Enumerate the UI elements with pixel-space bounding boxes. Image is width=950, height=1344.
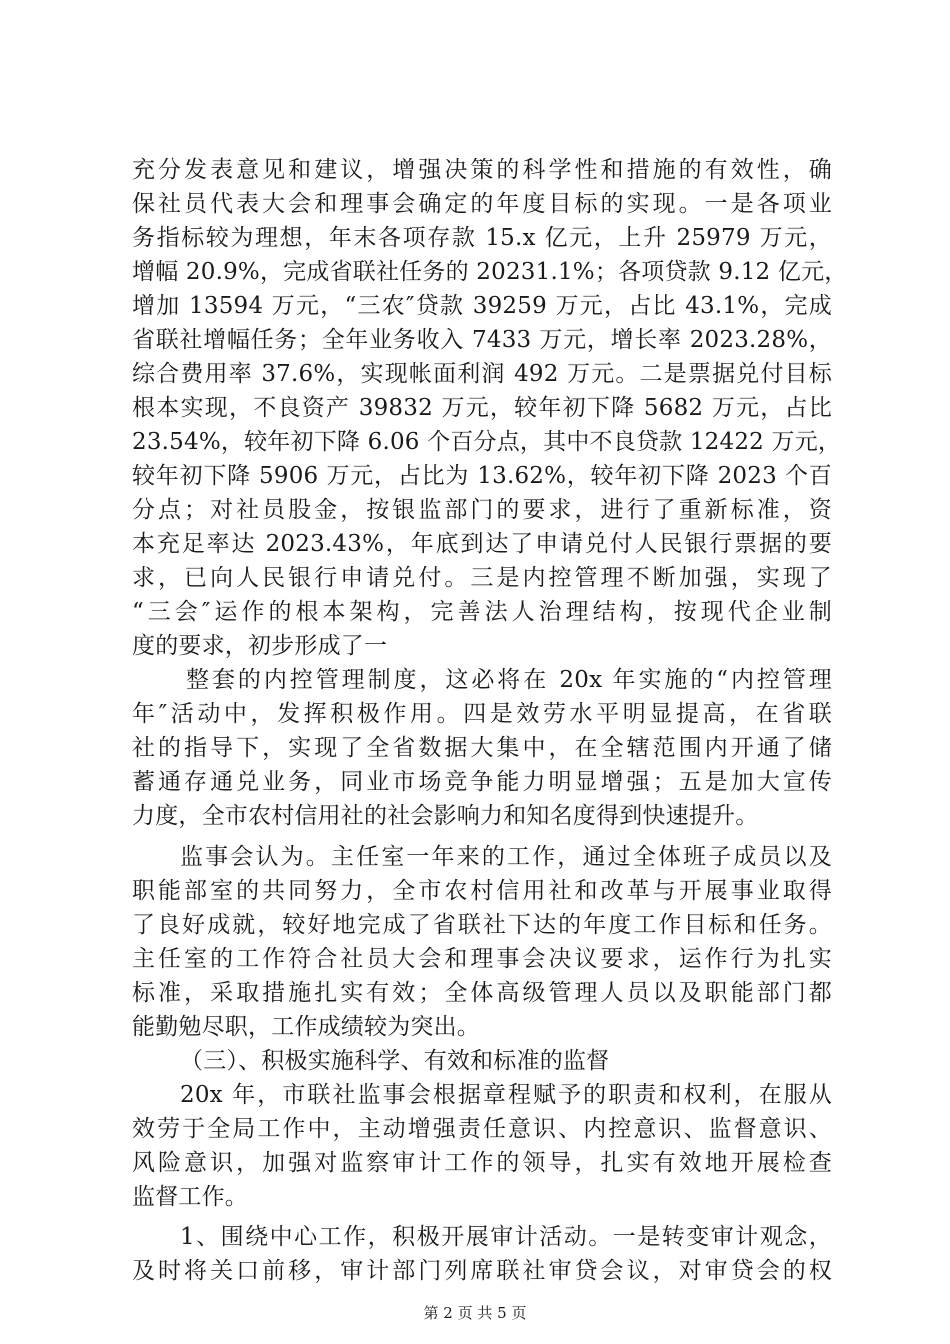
text-line: 省联社增幅任务；全年业务收入 7433 万元，增长率 2023.28%， xyxy=(132,327,832,353)
text-line: 力度，全市农村信用社的社会影响力和知名度得到快速提升。 xyxy=(132,803,759,829)
text-line: 增加 13594 万元，“三农″贷款 39259 万元，占比 43.1%，完成 xyxy=(132,293,832,319)
paragraph-first-line: 20x 年，市联社监事会根据章程赋予的职责和权利，在服从 xyxy=(180,1082,832,1108)
text-line: “三会″运作的根本架构，完善法人治理结构，按现代企业制 xyxy=(132,599,832,625)
text-line: 增幅 20.9%，完成省联社任务的 20231.1%；各项贷款 9.12 亿元， xyxy=(132,259,848,285)
text-line: 蓄通存通兑业务，同业市场竞争能力明显增强；五是加大宣传 xyxy=(132,769,832,795)
paragraph-first-line: 监事会认为。主任室一年来的工作，通过全体班子成员以及 xyxy=(180,844,832,870)
text-line: 了良好成就，较好地完成了省联社下达的年度工作目标和任务。 xyxy=(132,912,832,938)
text-line: 本充足率达 2023.43%，年底到达了申请兑付人民银行票据的要 xyxy=(132,531,832,557)
text-line: 综合费用率 37.6%，实现帐面利润 492 万元。二是票据兑付目标 xyxy=(132,361,832,387)
text-line: 较年初下降 5906 万元，占比为 13.62%，较年初下降 2023 个百 xyxy=(132,463,832,489)
text-line: 能勤勉尽职，工作成绩较为突出。 xyxy=(132,1014,480,1040)
text-line: 年″活动中，发挥积极作用。四是效劳水平明显提高，在省联 xyxy=(132,701,832,727)
text-line: 求，已向人民银行申请兑付。三是内控管理不断加强，实现了 xyxy=(132,565,832,591)
text-line: 主任室的工作符合社员大会和理事会决议要求，运作行为扎实 xyxy=(132,946,832,972)
paragraph-first-line: 整套的内控管理制度，这必将在 20x 年实施的“内控管理 xyxy=(186,667,832,693)
text-line: 风险意识，加强对监察审计工作的领导，扎实有效地开展检查 xyxy=(132,1150,832,1176)
text-line: 监督工作。 xyxy=(132,1184,248,1210)
text-line: 根本实现，不良资产 39832 万元，较年初下降 5682 万元，占比 xyxy=(132,395,832,421)
paragraph-first-line: 1、围绕中心工作，积极开展审计活动。一是转变审计观念， xyxy=(180,1224,832,1250)
text-line: 23.54%，较年初下降 6.06 个百分点，其中不良贷款 12422 万元， xyxy=(132,429,842,455)
page-footer: 第 2 页 共 5 页 xyxy=(423,1304,527,1322)
text-line: 及时将关口前移，审计部门列席联社审贷会议，对审贷会的权 xyxy=(132,1258,832,1284)
text-line: 分点；对社员股金，按银监部门的要求，进行了重新标准，资 xyxy=(132,497,832,523)
text-line: 效劳于全局工作中，主动增强责任意识、内控意识、监督意识、 xyxy=(132,1116,832,1142)
text-line: 标准，采取措施扎实有效；全体高级管理人员以及职能部门都 xyxy=(132,980,832,1006)
section-heading: （三）、积极实施科学、有效和标准的监督 xyxy=(180,1048,610,1074)
text-line: 保社员代表大会和理事会确定的年度目标的实现。一是各项业 xyxy=(132,191,832,217)
text-line: 职能部室的共同努力，全市农村信用社和改革与开展事业取得 xyxy=(132,878,832,904)
text-line: 社的指导下，实现了全省数据大集中，在全辖范围内开通了储 xyxy=(132,735,832,761)
text-line: 度的要求，初步形成了一 xyxy=(132,633,388,659)
text-line: 务指标较为理想，年末各项存款 15.x 亿元，上升 25979 万元， xyxy=(132,225,832,251)
text-line: 充分发表意见和建议，增强决策的科学性和措施的有效性，确 xyxy=(132,157,832,183)
